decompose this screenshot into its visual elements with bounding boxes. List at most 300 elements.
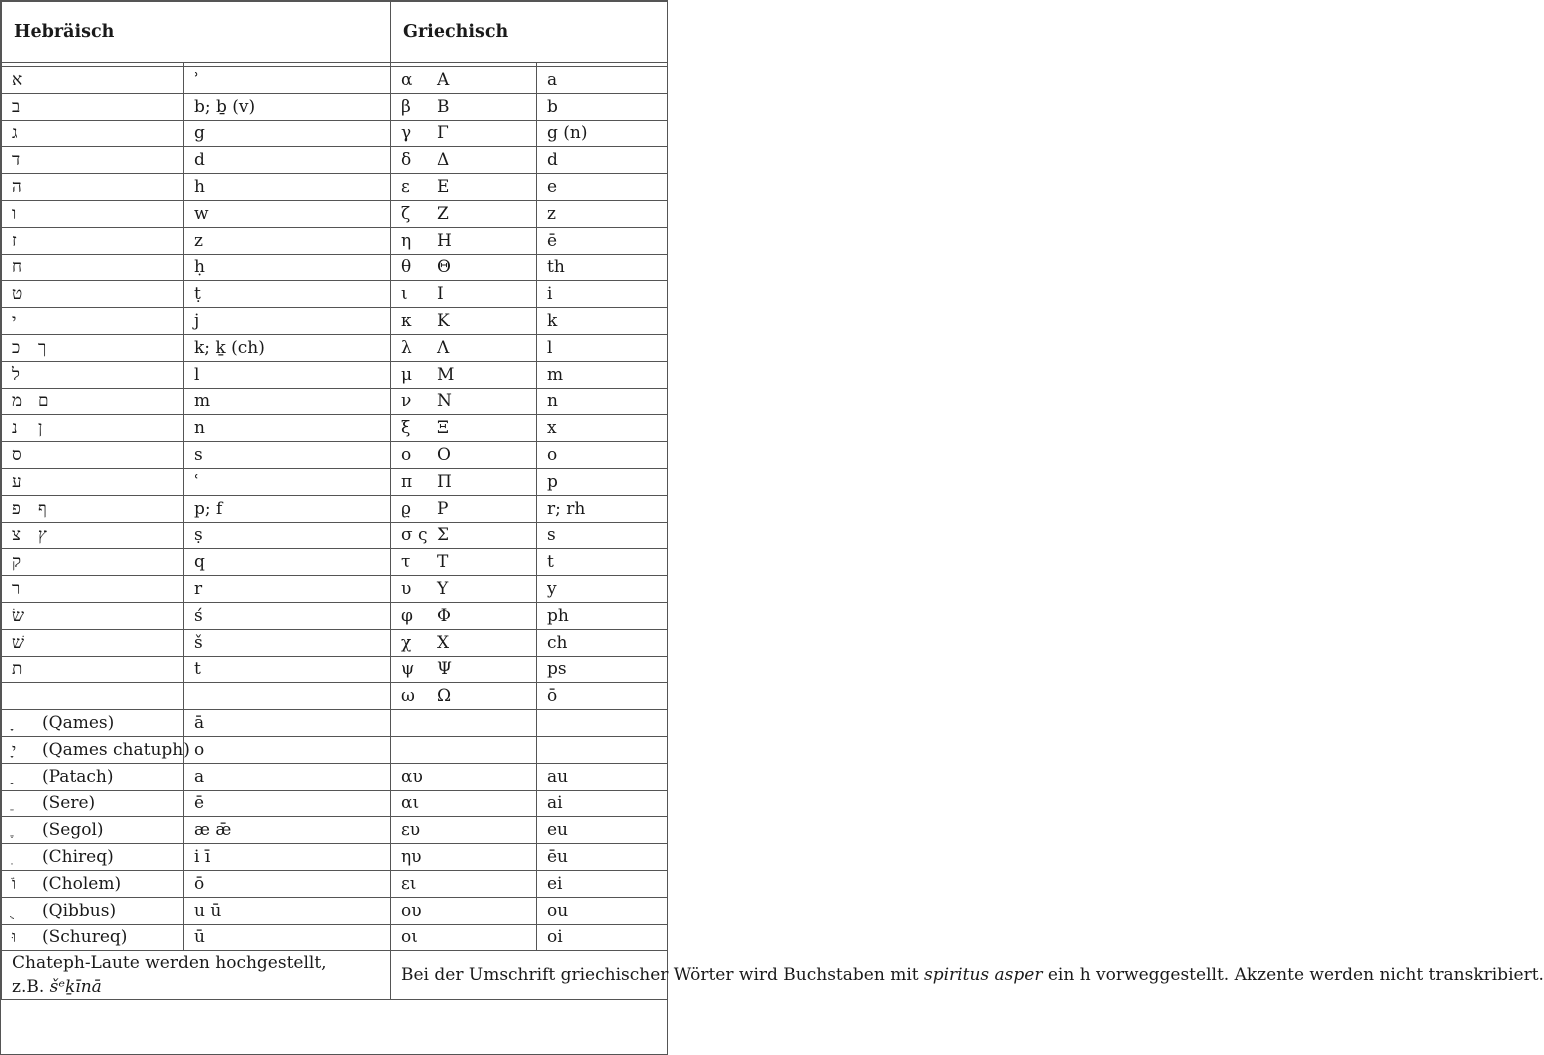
greek-transliteration [537, 602, 668, 629]
vowel-row [2, 763, 668, 790]
greek-transliteration [537, 67, 668, 94]
hebrew-letter: ע [12, 471, 22, 492]
greek-upper: Η [437, 230, 452, 251]
hebrew-transliteration-text: ṭ [194, 284, 201, 305]
hebrew-transliteration [184, 442, 391, 469]
vowel-transliteration [184, 844, 391, 871]
hebrew-transliteration-text: p; f [194, 498, 223, 519]
greek-letter-cell [391, 254, 537, 281]
greek-note-text-1: Bei der Umschrift griechischer Wörter wird Buchstaben mit [401, 965, 924, 986]
hebrew-letter: א [12, 69, 23, 90]
greek-diphthong-transliteration [537, 897, 668, 924]
greek-note [391, 951, 1544, 1000]
hebrew-transliteration-text: ʿ [194, 471, 200, 492]
hebrew-vowel-cell [2, 736, 190, 763]
greek-upper: Θ [437, 257, 451, 278]
letter-row [2, 656, 668, 683]
greek-diphthong-text: ου [401, 900, 422, 921]
hebrew-transliteration [184, 495, 391, 522]
hebrew-vowel-cell [2, 790, 184, 817]
hebrew-letter-cell [2, 495, 184, 522]
greek-transliteration [537, 683, 668, 710]
greek-upper: Υ [437, 579, 449, 600]
greek-letter-cell [391, 468, 537, 495]
greek-transliteration [537, 147, 668, 174]
greek-letter-cell [391, 495, 537, 522]
hebrew-letter-cell [2, 147, 184, 174]
vowel-mark [12, 793, 42, 813]
hebrew-letter-cell [2, 602, 184, 629]
greek-transliteration [537, 576, 668, 603]
greek-diphthong-text: ευ [401, 820, 421, 841]
hebrew-transliteration-text: z [194, 230, 203, 251]
greek-diphthong-transliteration [537, 844, 668, 871]
hebrew-transliteration-text: m [194, 391, 211, 412]
hebrew-letter-cell [2, 281, 184, 308]
vowel-transliteration-text: æ ǣ [194, 820, 232, 841]
hebrew-transliteration-text: š [194, 632, 203, 653]
greek-lower: ε [401, 177, 410, 198]
greek-transliteration-text: a [547, 69, 558, 90]
hebrew-transliteration-text: ś [194, 605, 203, 626]
greek-letter-cell [391, 174, 537, 201]
vowel-transliteration-text: o [194, 739, 205, 760]
letter-row [2, 361, 668, 388]
hebrew-letter-cell [2, 388, 184, 415]
transliteration-table [1, 1, 1544, 1000]
greek-header: Griechisch [391, 2, 668, 63]
greek-diphthong-transliteration [537, 790, 668, 817]
greek-upper: Δ [437, 150, 450, 171]
hebrew-transliteration-text: j [194, 311, 200, 332]
greek-letter-cell [391, 388, 537, 415]
greek-transliteration [537, 442, 668, 469]
hebrew-transliteration-text: r [194, 579, 203, 600]
hebrew-letter: ס [12, 445, 22, 466]
greek-diphthong [391, 736, 537, 763]
greek-diphthong-text: αυ [401, 766, 423, 787]
greek-letter-cell [391, 549, 537, 576]
hebrew-final-letter: ן [38, 418, 43, 439]
greek-transliteration-text: ē [547, 230, 558, 251]
greek-transliteration [537, 120, 668, 147]
greek-lower: ϱ [401, 498, 411, 519]
greek-transliteration-text: n [547, 391, 558, 412]
hebrew-transliteration [184, 67, 391, 94]
letter-row [2, 415, 668, 442]
greek-transliteration [537, 93, 668, 120]
hebrew-letter: שׁ [12, 632, 25, 653]
hebrew-letter-cell [2, 67, 184, 94]
hebrew-letter-cell [2, 308, 184, 335]
hebrew-letter-cell [2, 442, 184, 469]
letter-row [2, 442, 668, 469]
vowel-row [2, 924, 668, 951]
hebrew-transliteration-text: b; ḇ (v) [194, 96, 256, 117]
vowel-transliteration [184, 763, 391, 790]
greek-transliteration-text: m [547, 364, 564, 385]
hebrew-transliteration [184, 308, 391, 335]
hebrew-transliteration-text: s [194, 445, 203, 466]
greek-diphthong [391, 763, 537, 790]
letter-row [2, 308, 668, 335]
greek-upper: Ρ [437, 498, 449, 519]
greek-diphthong-transliteration-text: ou [547, 900, 569, 921]
letter-row [2, 147, 668, 174]
vowel-name: (Sere) [42, 793, 96, 814]
hebrew-letter-cell [2, 576, 184, 603]
greek-letter-cell [391, 602, 537, 629]
vowel-transliteration-text: u ū [194, 900, 222, 921]
hebrew-letter: ה [12, 177, 22, 198]
greek-upper: Μ [437, 364, 455, 385]
hebrew-letter: ת [12, 659, 23, 680]
greek-transliteration [537, 308, 668, 335]
hebrew-letter: ד [12, 150, 21, 171]
header-row [2, 2, 668, 63]
hebrew-transliteration-text: h [194, 177, 205, 198]
hebrew-note [2, 951, 391, 1000]
hebrew-transliteration [184, 254, 391, 281]
greek-letter-cell [391, 415, 537, 442]
hebrew-letter-cell [2, 522, 184, 549]
greek-transliteration-text: t [547, 552, 554, 573]
hebrew-letter-cell [2, 683, 184, 710]
vowel-transliteration [184, 924, 391, 951]
greek-transliteration-text: k [547, 311, 558, 332]
hebrew-transliteration-text: n [194, 418, 205, 439]
greek-lower: υ [401, 579, 412, 600]
hebrew-transliteration [184, 200, 391, 227]
greek-transliteration [537, 361, 668, 388]
hebrew-letter: ט [12, 284, 23, 305]
letter-row [2, 174, 668, 201]
greek-transliteration-text: d [547, 150, 558, 171]
letter-row [2, 281, 668, 308]
vowel-mark: וּ [12, 927, 17, 947]
greek-transliteration-text: r; rh [547, 498, 586, 519]
vowel-transliteration-text: a [194, 766, 205, 787]
hebrew-letter-cell [2, 629, 184, 656]
vowel-mark [12, 901, 42, 921]
greek-lower: η [401, 230, 412, 251]
hebrew-letter: ר [12, 579, 21, 600]
hebrew-letter-cell [2, 656, 184, 683]
greek-transliteration [537, 415, 668, 442]
greek-transliteration-text: i [547, 284, 553, 305]
hebrew-note-example: šᵉḵīnā [49, 977, 102, 998]
hebrew-letter: ל [12, 364, 20, 385]
greek-transliteration-text: x [547, 418, 557, 439]
letter-row [2, 93, 668, 120]
hebrew-letter: ו [12, 203, 17, 224]
vowel-mark [12, 713, 42, 733]
greek-transliteration [537, 549, 668, 576]
greek-upper: Ζ [437, 203, 449, 224]
greek-lower: α [401, 69, 413, 90]
greek-diphthong-transliteration [537, 763, 668, 790]
hebrew-transliteration-text: l [194, 364, 200, 385]
letter-row [2, 468, 668, 495]
greek-diphthong-transliteration-text: oi [547, 927, 563, 948]
letter-row [2, 576, 668, 603]
hebrew-transliteration [184, 147, 391, 174]
greek-lower: χ [401, 632, 412, 653]
greek-transliteration-text: b [547, 96, 558, 117]
greek-upper: Λ [437, 337, 450, 358]
greek-lower: δ [401, 150, 412, 171]
greek-transliteration-text: th [547, 257, 565, 278]
greek-lower: ξ [401, 418, 411, 439]
vowel-transliteration-text: ē [194, 793, 205, 814]
greek-lower: σ ς [401, 525, 428, 546]
greek-transliteration [537, 495, 668, 522]
greek-upper: Ο [437, 445, 451, 466]
vowel-row [2, 790, 668, 817]
hebrew-final-letter: ך [38, 337, 47, 358]
hebrew-letter: ק [12, 552, 22, 573]
hebrew-final-letter: ץ [38, 525, 47, 546]
hebrew-transliteration [184, 549, 391, 576]
greek-letter-cell [391, 683, 537, 710]
greek-diphthong-text: οι [401, 927, 418, 948]
hebrew-letter: שׂ [12, 605, 25, 626]
greek-upper: Ω [437, 686, 452, 707]
greek-transliteration-text: z [547, 203, 556, 224]
letter-row [2, 67, 668, 94]
hebrew-transliteration-text: q [194, 552, 205, 573]
hebrew-letter-cell [2, 120, 184, 147]
greek-letter-cell [391, 442, 537, 469]
vowel-row [2, 897, 668, 924]
greek-transliteration [537, 174, 668, 201]
greek-upper: Σ [437, 525, 450, 546]
vowel-mark: ָי [12, 739, 17, 759]
greek-lower: τ [401, 552, 411, 573]
greek-diphthong-transliteration [537, 924, 668, 951]
greek-note-text-2: ein h vorweggestellt. Akzente werden nicht transkribiert. [1042, 965, 1544, 986]
greek-lower: ν [401, 391, 412, 412]
greek-diphthong-transliteration-text: ai [547, 793, 563, 814]
hebrew-transliteration [184, 388, 391, 415]
greek-transliteration [537, 388, 668, 415]
hebrew-letter-cell [2, 254, 184, 281]
vowel-name: (Schureq) [42, 927, 128, 948]
greek-diphthong-transliteration-text: au [547, 766, 569, 787]
hebrew-transliteration-text: w [194, 203, 209, 224]
hebrew-transliteration-text: ʾ [194, 69, 200, 90]
hebrew-letter: פ [12, 498, 21, 519]
letter-row [2, 388, 668, 415]
hebrew-letter: ז [12, 230, 17, 251]
greek-letter-cell [391, 67, 537, 94]
vowel-name: (Cholem) [42, 873, 122, 894]
hebrew-transliteration [184, 656, 391, 683]
hebrew-header: Hebräisch [2, 2, 391, 63]
letter-row [2, 334, 668, 361]
greek-transliteration-text: s [547, 525, 556, 546]
vowel-row [2, 870, 668, 897]
hebrew-vowel-cell [2, 870, 184, 897]
hebrew-transliteration-text: t [194, 659, 201, 680]
vowel-transliteration-text: i ī [194, 847, 211, 867]
greek-diphthong-transliteration [537, 817, 668, 844]
hebrew-letter: מ [12, 391, 23, 412]
hebrew-vowel-cell [2, 763, 184, 790]
hebrew-transliteration [184, 227, 391, 254]
greek-lower: ο [401, 445, 412, 466]
greek-upper: Ε [437, 177, 450, 198]
greek-upper: Φ [437, 605, 451, 626]
hebrew-transliteration [184, 361, 391, 388]
vowel-row [2, 736, 668, 763]
greek-diphthong-transliteration-text: ei [547, 873, 563, 894]
vowel-mark [12, 767, 42, 787]
greek-diphthong [391, 870, 537, 897]
greek-upper: Π [437, 471, 452, 492]
letter-row [2, 120, 668, 147]
greek-upper: Τ [437, 552, 449, 573]
hebrew-letter-cell [2, 174, 184, 201]
hebrew-transliteration [184, 174, 391, 201]
hebrew-letter-cell [2, 93, 184, 120]
hebrew-transliteration-text: k; ḵ (ch) [194, 337, 265, 358]
hebrew-transliteration [184, 468, 391, 495]
greek-lower: φ [401, 605, 413, 626]
vowel-mark [12, 847, 42, 867]
greek-transliteration [537, 334, 668, 361]
greek-upper: Ν [437, 391, 452, 412]
greek-diphthong [391, 897, 537, 924]
greek-diphthong-transliteration [537, 710, 668, 737]
greek-diphthong-transliteration [537, 736, 668, 763]
hebrew-transliteration [184, 683, 391, 710]
hebrew-letter: ח [12, 257, 23, 278]
greek-letter-cell [391, 200, 537, 227]
vowel-name: (Patach) [42, 766, 114, 787]
hebrew-final-letter: ף [38, 498, 47, 519]
greek-transliteration-text: ch [547, 632, 568, 653]
letter-row [2, 549, 668, 576]
greek-upper: Β [437, 96, 450, 117]
vowel-transliteration-text: ō [194, 873, 205, 894]
greek-letter-cell [391, 522, 537, 549]
letter-row [2, 495, 668, 522]
greek-transliteration-text: ō [547, 686, 558, 707]
vowel-transliteration [184, 790, 391, 817]
greek-letter-cell [391, 93, 537, 120]
hebrew-letter: י [12, 311, 17, 332]
greek-letter-cell [391, 334, 537, 361]
greek-letter-cell [391, 281, 537, 308]
hebrew-letter-cell [2, 334, 184, 361]
letter-row [2, 254, 668, 281]
greek-diphthong-text: ει [401, 873, 417, 894]
greek-diphthong-text: ηυ [401, 847, 422, 867]
vowel-transliteration [184, 817, 391, 844]
greek-transliteration [537, 522, 668, 549]
greek-lower: λ [401, 337, 412, 358]
letter-row [2, 683, 668, 710]
hebrew-transliteration [184, 629, 391, 656]
greek-lower: ζ [401, 203, 411, 224]
letter-row [2, 522, 668, 549]
greek-upper: Χ [437, 632, 450, 653]
greek-lower: ι [401, 284, 408, 305]
hebrew-transliteration [184, 334, 391, 361]
hebrew-final-letter: ם [38, 391, 49, 412]
greek-transliteration [537, 281, 668, 308]
greek-transliteration-text: e [547, 177, 558, 198]
hebrew-transliteration [184, 281, 391, 308]
greek-diphthong [391, 844, 537, 871]
vowel-transliteration-text: ā [194, 713, 205, 734]
hebrew-transliteration-text: ṣ [194, 525, 203, 546]
greek-transliteration [537, 227, 668, 254]
hebrew-letter: צ [12, 525, 21, 546]
greek-upper: Γ [437, 123, 449, 144]
vowel-name: (Qibbus) [42, 900, 117, 921]
greek-letter-cell [391, 656, 537, 683]
greek-transliteration [537, 656, 668, 683]
hebrew-transliteration-text: g [194, 123, 205, 144]
greek-letter-cell [391, 576, 537, 603]
letter-row [2, 227, 668, 254]
greek-diphthong-transliteration-text: eu [547, 820, 569, 841]
hebrew-letter: כ [12, 337, 21, 358]
greek-transliteration [537, 200, 668, 227]
hebrew-vowel-cell [2, 897, 184, 924]
greek-diphthong-text: αι [401, 793, 420, 814]
greek-upper: Ψ [437, 659, 452, 680]
vowel-mark [12, 820, 42, 840]
greek-lower: κ [401, 311, 412, 332]
hebrew-vowel-cell [2, 844, 184, 871]
hebrew-letter-cell [2, 468, 184, 495]
greek-upper: Ι [437, 284, 444, 305]
vowel-row [2, 817, 668, 844]
greek-letter-cell [391, 227, 537, 254]
hebrew-transliteration [184, 93, 391, 120]
greek-transliteration-text: l [547, 337, 553, 358]
hebrew-letter: נ [12, 418, 18, 439]
greek-transliteration [537, 254, 668, 281]
hebrew-letter-cell [2, 361, 184, 388]
vowel-name: (Chireq) [42, 847, 114, 867]
greek-diphthong-transliteration-text: ēu [547, 847, 569, 867]
greek-lower: θ [401, 257, 412, 278]
greek-diphthong [391, 924, 537, 951]
hebrew-letter: ג [12, 123, 18, 144]
greek-transliteration-text: o [547, 445, 558, 466]
hebrew-vowel-cell [2, 710, 184, 737]
hebrew-transliteration-text: d [194, 150, 205, 171]
greek-transliteration-text: ph [547, 605, 569, 626]
greek-transliteration-text: g (n) [547, 123, 588, 144]
hebrew-transliteration [184, 576, 391, 603]
vowel-transliteration [184, 897, 391, 924]
greek-diphthong [391, 817, 537, 844]
greek-lower: μ [401, 364, 413, 385]
letter-row [2, 629, 668, 656]
greek-upper: Ξ [437, 418, 449, 439]
greek-upper: Κ [437, 311, 450, 332]
greek-diphthong-transliteration [537, 870, 668, 897]
greek-upper: Α [437, 69, 450, 90]
hebrew-transliteration [184, 602, 391, 629]
greek-lower: γ [401, 123, 412, 144]
vowel-name: (Segol) [42, 820, 104, 841]
